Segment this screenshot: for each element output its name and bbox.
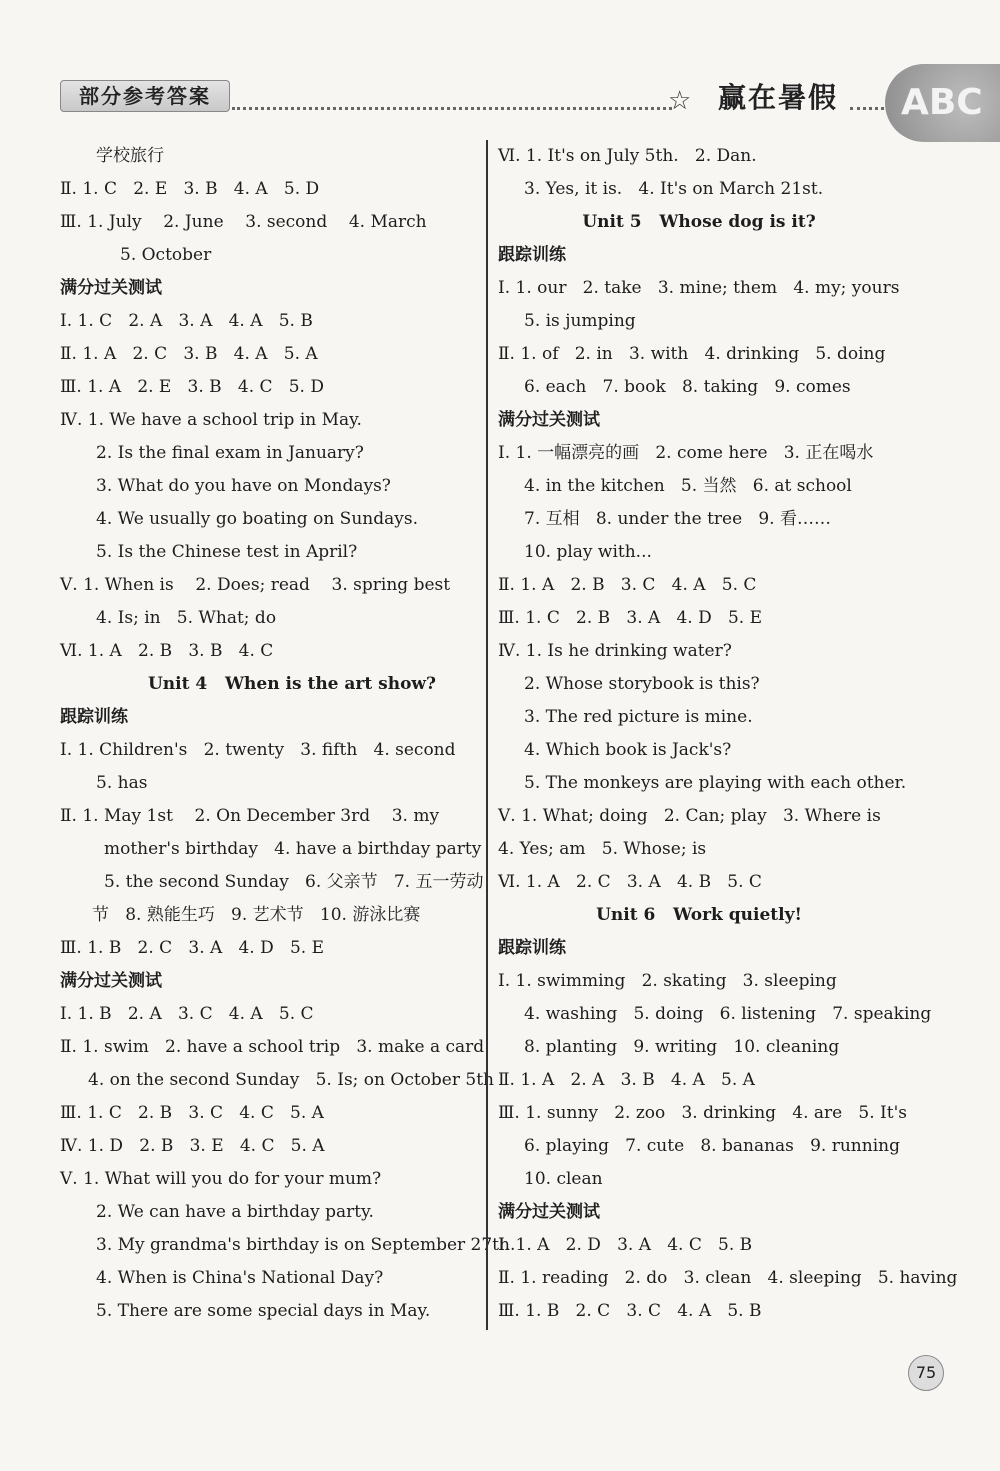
answer-line: 6. each 7. book 8. taking 9. comes: [524, 377, 851, 397]
column-divider: [486, 140, 488, 1330]
answer-line: 6. playing 7. cute 8. bananas 9. running: [524, 1136, 900, 1156]
answer-line: 2. Whose storybook is this?: [524, 674, 760, 694]
answer-line: 4. Which book is Jack's?: [524, 740, 732, 760]
unit-heading: Unit 5 Whose dog is it?: [582, 212, 816, 232]
section-heading: 跟踪训练: [498, 245, 566, 265]
section-tag: 部分参考答案: [60, 80, 230, 112]
answer-line: Ⅱ. 1. May 1st 2. On December 3rd 3. my: [60, 806, 440, 826]
answer-line: Ⅰ. 1. Children's 2. twenty 3. fifth 4. second: [60, 740, 456, 760]
answer-line: 4. washing 5. doing 6. listening 7. speaking: [524, 1004, 932, 1024]
answer-line: Ⅱ. 1. of 2. in 3. with 4. drinking 5. doing: [498, 344, 886, 364]
section-heading: 跟踪训练: [498, 938, 566, 958]
abc-logo: ABC: [885, 64, 1000, 142]
answer-line: Ⅲ. 1. July 2. June 3. second 4. March: [60, 212, 427, 232]
answer-line: 10. clean: [524, 1169, 603, 1189]
answer-line: 2. Is the final exam in January?: [96, 443, 364, 463]
answer-line: 3. What do you have on Mondays?: [96, 476, 391, 496]
answer-line: 5. the second Sunday 6. 父亲节 7. 五一劳动: [104, 872, 484, 892]
star-icon: ☆: [668, 86, 692, 116]
answer-line: 5. Is the Chinese test in April?: [96, 542, 358, 562]
right-answer-column: [498, 140, 958, 1328]
answer-line: Ⅲ. 1. B 2. C 3. A 4. D 5. E: [60, 938, 324, 958]
answer-line: 5. October: [120, 245, 212, 265]
unit-heading: Unit 6 Work quietly!: [596, 905, 802, 925]
answer-line: Ⅱ. 1. A 2. C 3. B 4. A 5. A: [60, 344, 318, 364]
section-heading: 满分过关测试: [60, 971, 162, 991]
left-answer-column: [60, 140, 516, 1328]
section-heading: 满分过关测试: [498, 1202, 600, 1222]
answer-line: Ⅳ. 1. D 2. B 3. E 4. C 5. A: [60, 1136, 325, 1156]
answer-line: 3. Yes, it is. 4. It's on March 21st.: [524, 179, 824, 199]
answer-line: Ⅰ. 1. B 2. A 3. C 4. A 5. C: [60, 1004, 314, 1024]
section-heading: 满分过关测试: [60, 278, 162, 298]
answer-line: 8. planting 9. writing 10. cleaning: [524, 1037, 840, 1057]
answer-line: Ⅳ. 1. We have a school trip in May.: [60, 410, 362, 430]
answer-line: Ⅲ. 1. C 2. B 3. C 4. C 5. A: [60, 1103, 324, 1123]
answer-line: 4. on the second Sunday 5. Is; on October 5th: [88, 1070, 494, 1090]
answer-line: 3. My grandma's birthday is on September 27th.: [96, 1235, 516, 1255]
answer-line: Ⅰ. 1. 一幅漂亮的画 2. come here 3. 正在喝水: [498, 443, 874, 463]
answer-line: Ⅵ. 1. A 2. B 3. B 4. C: [60, 641, 274, 661]
answer-line: 4. in the kitchen 5. 当然 6. at school: [524, 476, 852, 496]
answer-line: 节 8. 熟能生巧 9. 艺术节 10. 游泳比赛: [92, 905, 421, 925]
answer-line: 5. has: [96, 773, 148, 793]
answer-line: 4. Yes; am 5. Whose; is: [498, 839, 707, 859]
answer-line: Ⅲ. 1. C 2. B 3. A 4. D 5. E: [498, 608, 762, 628]
answer-line: Ⅴ. 1. What; doing 2. Can; play 3. Where is: [498, 806, 881, 826]
answer-line: Ⅵ. 1. It's on July 5th. 2. Dan.: [498, 146, 757, 166]
answer-line: Ⅱ. 1. A 2. A 3. B 4. A 5. A: [498, 1070, 755, 1090]
answer-line: Ⅲ. 1. sunny 2. zoo 3. drinking 4. are 5. It's: [498, 1103, 907, 1123]
answer-line: Ⅰ. 1. our 2. take 3. mine; them 4. my; yours: [498, 278, 900, 298]
answer-line: Ⅰ. 1. swimming 2. skating 3. sleeping: [498, 971, 837, 991]
answer-line: Ⅲ. 1. B 2. C 3. C 4. A 5. B: [498, 1301, 762, 1321]
answer-line: 学校旅行: [96, 146, 164, 166]
answer-line: 4. When is China's National Day?: [96, 1268, 384, 1288]
book-title: 赢在暑假: [718, 81, 839, 114]
answer-line: mother's birthday 4. have a birthday party: [104, 839, 482, 859]
section-heading: 跟踪训练: [60, 707, 128, 727]
answer-line: Ⅳ. 1. Is he drinking water?: [498, 641, 732, 661]
answer-line: Ⅰ. 1. A 2. D 3. A 4. C 5. B: [498, 1235, 753, 1255]
answer-line: 5. The monkeys are playing with each other.: [524, 773, 907, 793]
answer-line: Ⅲ. 1. A 2. E 3. B 4. C 5. D: [60, 377, 324, 397]
header-dotted-rule: [232, 107, 672, 110]
answer-line: Ⅴ. 1. What will you do for your mum?: [60, 1169, 382, 1189]
page-number: 75: [908, 1355, 944, 1391]
section-heading: 满分过关测试: [498, 410, 600, 430]
answer-line: Ⅴ. 1. When is 2. Does; read 3. spring best: [60, 575, 451, 595]
answer-line: Ⅱ. 1. A 2. B 3. C 4. A 5. C: [498, 575, 757, 595]
answer-line: Ⅱ. 1. swim 2. have a school trip 3. make a card: [60, 1037, 485, 1057]
answer-line: 10. play with...: [524, 542, 652, 562]
answer-line: 4. We usually go boating on Sundays.: [96, 509, 418, 529]
header-dotted-rule-right: [850, 107, 890, 110]
answer-line: 3. The red picture is mine.: [524, 707, 753, 727]
answer-line: 2. We can have a birthday party.: [96, 1202, 374, 1222]
answer-line: Ⅰ. 1. C 2. A 3. A 4. A 5. B: [60, 311, 313, 331]
answer-line: 5. There are some special days in May.: [96, 1301, 431, 1321]
unit-heading: Unit 4 When is the art show?: [147, 674, 437, 694]
answer-line: Ⅱ. 1. C 2. E 3. B 4. A 5. D: [60, 179, 320, 199]
answer-line: Ⅱ. 1. reading 2. do 3. clean 4. sleeping 5. having: [498, 1268, 958, 1288]
answer-line: Ⅵ. 1. A 2. C 3. A 4. B 5. C: [498, 872, 762, 892]
answer-line: 7. 互相 8. under the tree 9. 看……: [524, 509, 831, 529]
answer-line: 4. Is; in 5. What; do: [96, 608, 277, 628]
answer-line: 5. is jumping: [524, 311, 636, 331]
